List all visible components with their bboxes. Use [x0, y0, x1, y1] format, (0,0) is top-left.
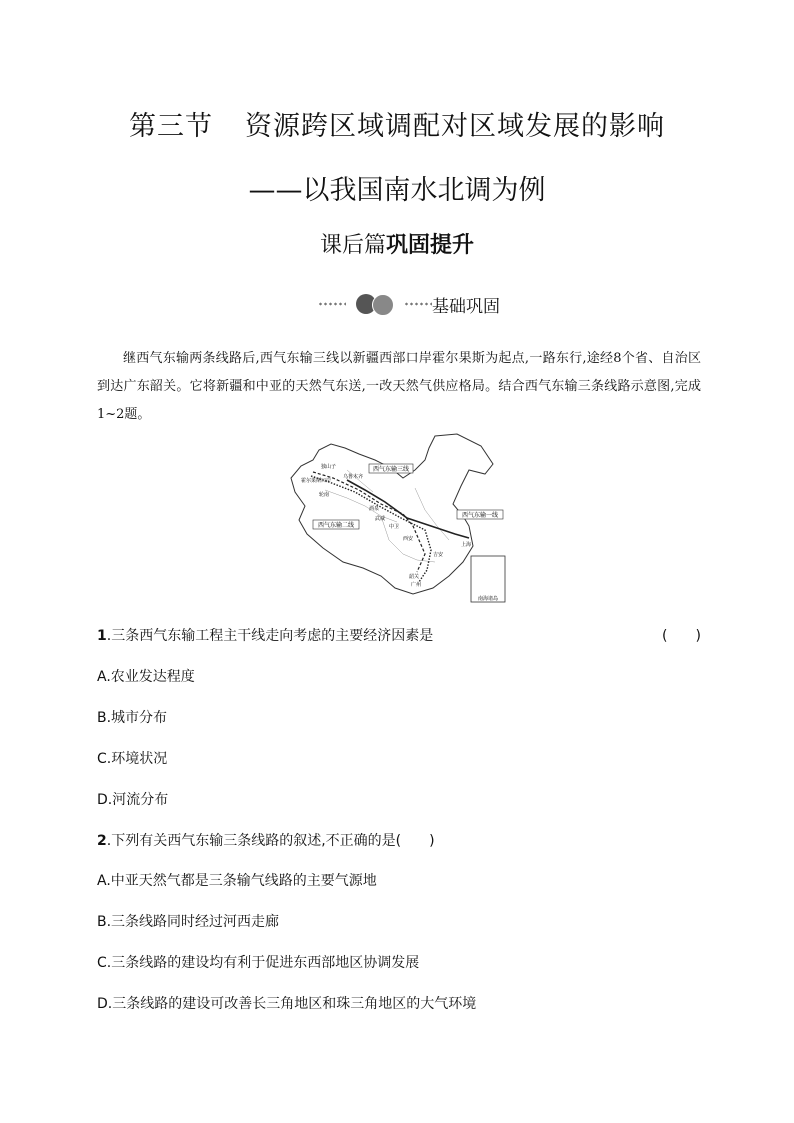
map-label-line2: 西气东输二线: [317, 522, 355, 529]
part-bold: 巩固提升: [386, 233, 475, 258]
option-1b: B.城市分布: [97, 710, 168, 726]
title-section: 第三节: [129, 111, 213, 142]
option-2d: D.三条线路的建设可改善长三角地区和珠三角地区的大气环境: [97, 996, 477, 1012]
map-label-guangzhou: 广州: [411, 582, 422, 588]
part-prefix: 课后篇: [319, 233, 386, 258]
map-label-line3: 西气东输三线: [372, 466, 410, 473]
dots-decoration: [404, 302, 432, 306]
option-1c: C.环境状况: [97, 751, 168, 767]
map-label-urumqi: 乌鲁木齐: [343, 474, 364, 480]
map-label-xian: 西安: [403, 536, 414, 542]
pipeline-map: [285, 430, 509, 606]
map-label-line1: 西气东输一线: [461, 512, 499, 519]
dots-decoration: [318, 302, 346, 306]
option-1a: A.农业发达程度: [97, 669, 195, 685]
map-label-shanghai: 上海: [461, 542, 472, 548]
map-label-jiuquan: 酒泉: [369, 506, 380, 512]
option-2b: B.三条线路同时经过河西走廊: [97, 914, 280, 930]
option-2a: A.中亚天然气都是三条输气线路的主要气源地: [97, 873, 377, 889]
question-number: 2: [97, 833, 107, 849]
map-label-lunnan: 轮南: [319, 492, 330, 498]
title-main: 资源跨区域调配对区域发展的影响: [245, 111, 665, 142]
intro-paragraph: 继西气东输两条线路后,西气东输三线以新疆西部口岸霍尔果斯为起点,一路东行,途经8个省、自治区到达广东韶关。它将新疆和中亚的天然气东送,一改天然气供应格局。结合西气东输三条线路示意图,完成1~2题。: [97, 351, 701, 422]
part-heading: [0, 228, 794, 259]
page-subtitle: ——以我国南水北调为例: [248, 175, 546, 206]
answer-paren: ( ): [662, 628, 701, 644]
map-label-zhongwei: 中卫: [389, 524, 400, 530]
inset-label: 南海诸岛: [477, 596, 499, 602]
question-1: [97, 625, 433, 645]
section-heading: [318, 292, 500, 316]
map-label-khorgos: 霍尔果斯口岸: [301, 478, 332, 484]
circles-icon: [354, 292, 396, 316]
question-stem: .下列有关西气东输三条线路的叙述,不正确的是( ): [106, 833, 435, 849]
question-number: 1: [97, 628, 107, 644]
option-1d: D.河流分布: [97, 792, 169, 808]
question-stem: .三条西气东输工程主干线走向考虑的主要经济因素是: [106, 628, 434, 644]
map-label-shaoguan: 韶关: [409, 574, 420, 580]
question-2: [97, 830, 435, 850]
section-label: 基础巩固: [432, 296, 500, 317]
province-border: [415, 488, 449, 540]
map-label-wuwei: 武威: [375, 516, 386, 522]
map-label-dushanzi: 独山子: [321, 464, 337, 470]
map-label-jian: 吉安: [433, 552, 444, 558]
page-title: [0, 104, 794, 143]
option-2c: C.三条线路的建设均有利于促进东西部地区协调发展: [97, 955, 420, 971]
pipeline-line1: [347, 480, 469, 538]
